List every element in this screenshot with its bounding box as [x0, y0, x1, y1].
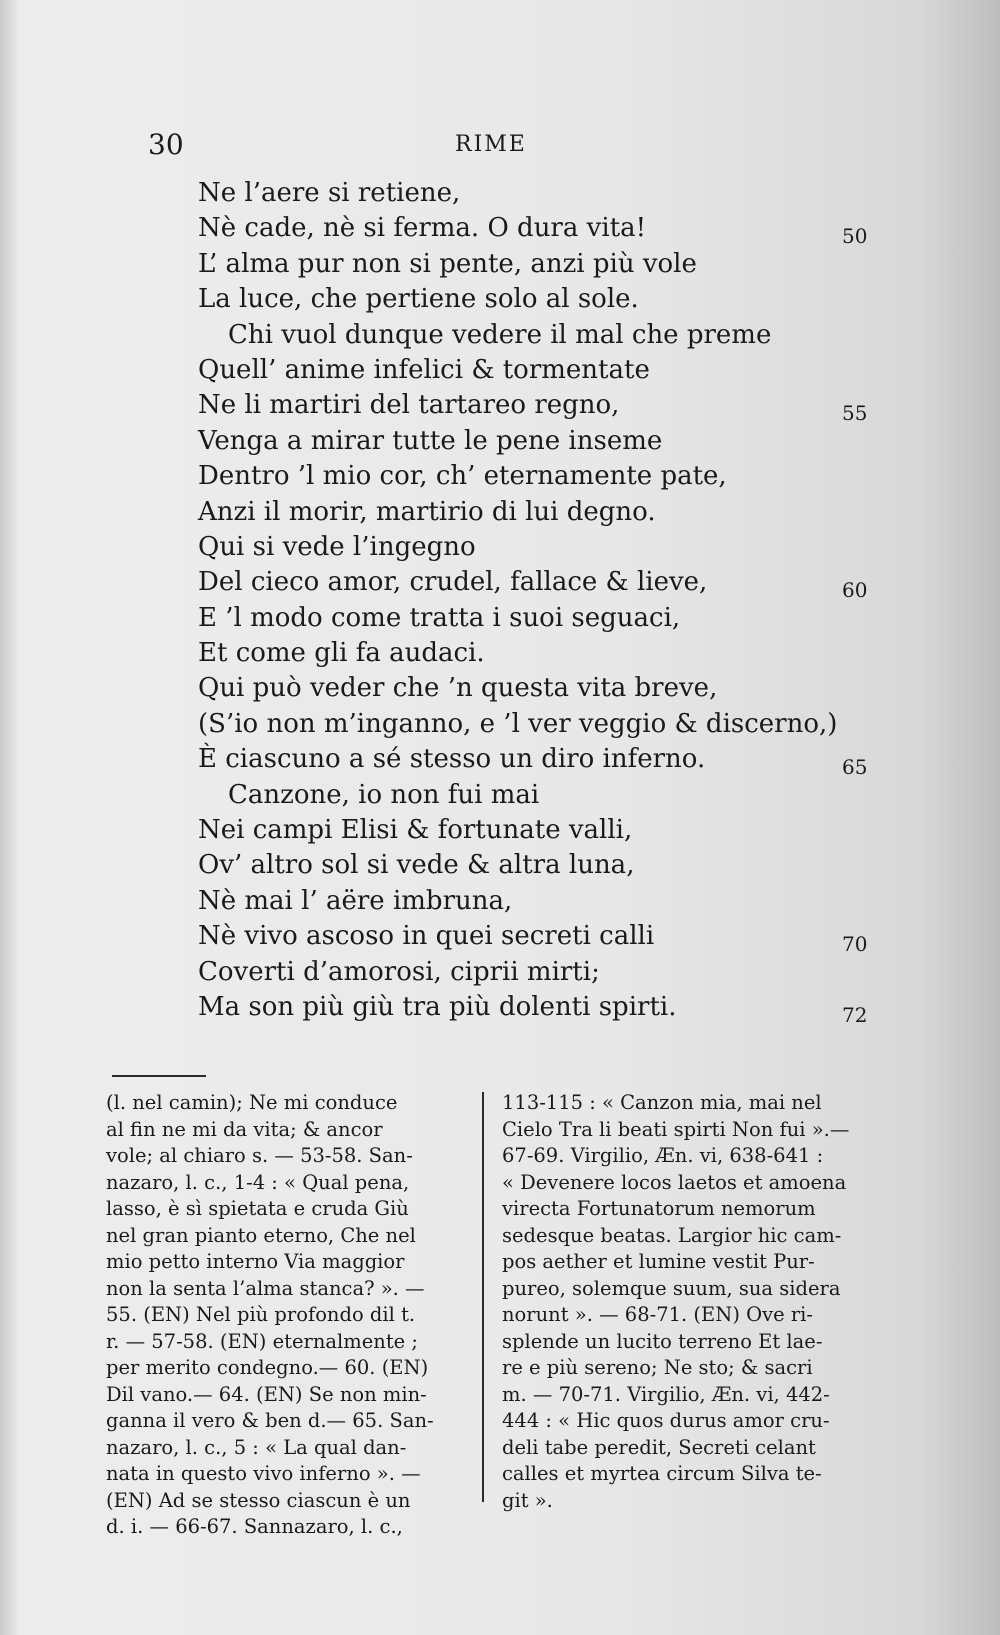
verse-line [198, 707, 958, 742]
line-number: 70 [842, 932, 868, 957]
line-number: 60 [842, 578, 868, 603]
verse-line [198, 848, 958, 883]
verse-line [198, 601, 958, 636]
verse-line [198, 742, 958, 780]
footnote-line: ganna il vero & ben d.— 65. San- [106, 1409, 434, 1432]
verse-text: Ma son più giù tra più dolenti spirti. [198, 991, 677, 1022]
verse-line [198, 884, 958, 919]
verse-text: Ne li martiri del tartareo regno, [198, 390, 620, 421]
verse-line [198, 353, 958, 388]
footnote-line: « Devenere locos laetos et amoena [502, 1170, 847, 1194]
verse-text: Del cieco amor, crudel, fallace & lieve, [198, 567, 708, 598]
footnote-line: Dil vano.— 64. (EN) Se non min- [106, 1382, 427, 1406]
page-number: 30 [148, 128, 184, 161]
verse-text: Qui può veder che ’n questa vita breve, [198, 673, 718, 704]
footnotes-right-column [502, 1090, 865, 1514]
verse-line [198, 495, 958, 530]
verse-text: L’ alma pur non si pente, anzi più vole [198, 248, 697, 279]
verse-block [198, 176, 958, 1025]
verse-line [198, 565, 958, 603]
footnote-line: 55. (EN) Nel più profondo dil t. [106, 1303, 416, 1326]
footnote-line: calles et myrtea circum Silva te- [502, 1462, 822, 1485]
verse-text: Ov’ altro sol si vede & altra luna, [198, 850, 635, 881]
footnotes-left-column [106, 1090, 466, 1541]
footnote-line: non la senta l’alma stanca? ». — [106, 1276, 425, 1300]
footnote-line: git ». [502, 1488, 553, 1512]
footnote-line: re e più sereno; Ne sto; & sacri [502, 1356, 813, 1379]
verse-line [198, 247, 958, 282]
line-number: 72 [842, 1002, 868, 1027]
verse-line [198, 636, 958, 671]
footnote-line: pos aether et lumine vestit Pur- [502, 1250, 815, 1273]
footnote-line: nazaro, l. c., 5 : « La qual dan- [106, 1435, 407, 1459]
footnote-line: 113-115 : « Canzon mia, mai nel [502, 1091, 822, 1114]
footnote-line: m. — 70-71. Virgilio, Æn. vi, 442- [502, 1382, 830, 1406]
footnote-line: r. — 57-58. (EN) eternalmente ; [106, 1329, 418, 1353]
verse-line [198, 990, 958, 1025]
footnote-line: splende un lucito terreno Et lae- [502, 1329, 823, 1353]
footnote-line: al fin ne mi da vita; & ancor [106, 1117, 383, 1141]
verse-line [198, 176, 958, 211]
running-title: RIME [455, 132, 527, 157]
verse-text: Canzone, io non fui mai [228, 779, 540, 810]
verse-text: Quell’ anime infelici & tormentate [198, 354, 650, 385]
verse-line [198, 778, 958, 813]
verse-line [198, 459, 958, 494]
footnote-line: norunt ». — 68-71. (EN) Ove ri- [502, 1303, 814, 1326]
verse-line [198, 530, 958, 565]
footnote-line: Cielo Tra li beati spirti Non fui ».— [502, 1117, 850, 1141]
footnote-line: nata in questo vivo inferno ». — [106, 1462, 421, 1485]
verse-line [198, 955, 958, 990]
verse-text: La luce, che pertiene solo al sole. [198, 284, 639, 315]
page-edge-shadow [0, 0, 18, 1635]
line-number: 65 [842, 755, 868, 780]
verse-text: Coverti d’amorosi, ciprii mirti; [198, 956, 600, 987]
verse-text: Dentro ’l mio cor, ch’ eternamente pate, [198, 461, 727, 492]
verse-text: Venga a mirar tutte le pene inseme [198, 425, 663, 456]
line-number: 55 [842, 401, 868, 426]
footnote-line: (EN) Ad se stesso ciascun è un [106, 1488, 411, 1512]
verse-text: Anzi il morir, martirio di lui degno. [198, 496, 656, 527]
verse-text: E ’l modo come tratta i suoi seguaci, [198, 602, 681, 633]
verse-line [198, 919, 958, 957]
footnote-line: 444 : « Hic quos durus amor cru- [502, 1409, 830, 1432]
line-number: 50 [842, 224, 868, 249]
footnote-line: sedesque beatas. Largior hic cam- [502, 1223, 842, 1247]
footnote-line: nel gran pianto eterno, Che nel [106, 1223, 416, 1247]
verse-text: Qui si vede l’ingegno [198, 531, 476, 562]
verse-text: Nei campi Elisi & fortunate valli, [198, 815, 633, 846]
footnote-line: nazaro, l. c., 1-4 : « Qual pena, [106, 1170, 410, 1194]
footnote-line: vole; al chiaro s. — 53-58. San- [106, 1144, 413, 1167]
footnote-line: per merito condegno.— 60. (EN) [106, 1356, 429, 1379]
verse-text: Ne l’aere si retiene, [198, 178, 461, 208]
verse-text: È ciascuno a sé stesso un diro inferno. [198, 744, 706, 775]
footnote-column-divider [482, 1092, 484, 1502]
verse-line [198, 388, 958, 426]
footnote-line: d. i. — 66-67. Sannazaro, l. c., [106, 1515, 403, 1538]
verse-line [198, 282, 958, 317]
verse-text: Nè mai l’ aëre imbruna, [198, 885, 513, 916]
verse-line [198, 813, 958, 848]
verse-text: (S’io non m’inganno, e ’l ver veggio & discerno,) [198, 708, 838, 739]
verse-line [198, 318, 958, 353]
footnote-line: lasso, è sì spietata e cruda Giù [106, 1197, 409, 1220]
verse-text: Et come gli fa audaci. [198, 638, 485, 669]
footnote-line: 67-69. Virgilio, Æn. vi, 638-641 : [502, 1144, 824, 1167]
running-head [0, 128, 1000, 168]
footnote-line: mio petto interno Via maggior [106, 1250, 405, 1273]
footnote-rule [112, 1075, 206, 1077]
footnote-line: (l. nel camin); Ne mi conduce [106, 1091, 398, 1114]
verse-text: Nè vivo ascoso in quei secreti calli [198, 921, 655, 952]
footnote-line: virecta Fortunatorum nemorum [502, 1197, 816, 1220]
verse-line [198, 424, 958, 459]
verse-text: Chi vuol dunque vedere il mal che preme [228, 319, 772, 350]
footnote-line: deli tabe peredit, Secreti celant [502, 1435, 816, 1459]
verse-line [198, 671, 958, 706]
verse-text: Nè cade, nè si ferma. O dura vita! [198, 213, 647, 244]
verse-line [198, 211, 958, 249]
footnote-line: pureo, solemque suum, sua sidera [502, 1276, 841, 1300]
